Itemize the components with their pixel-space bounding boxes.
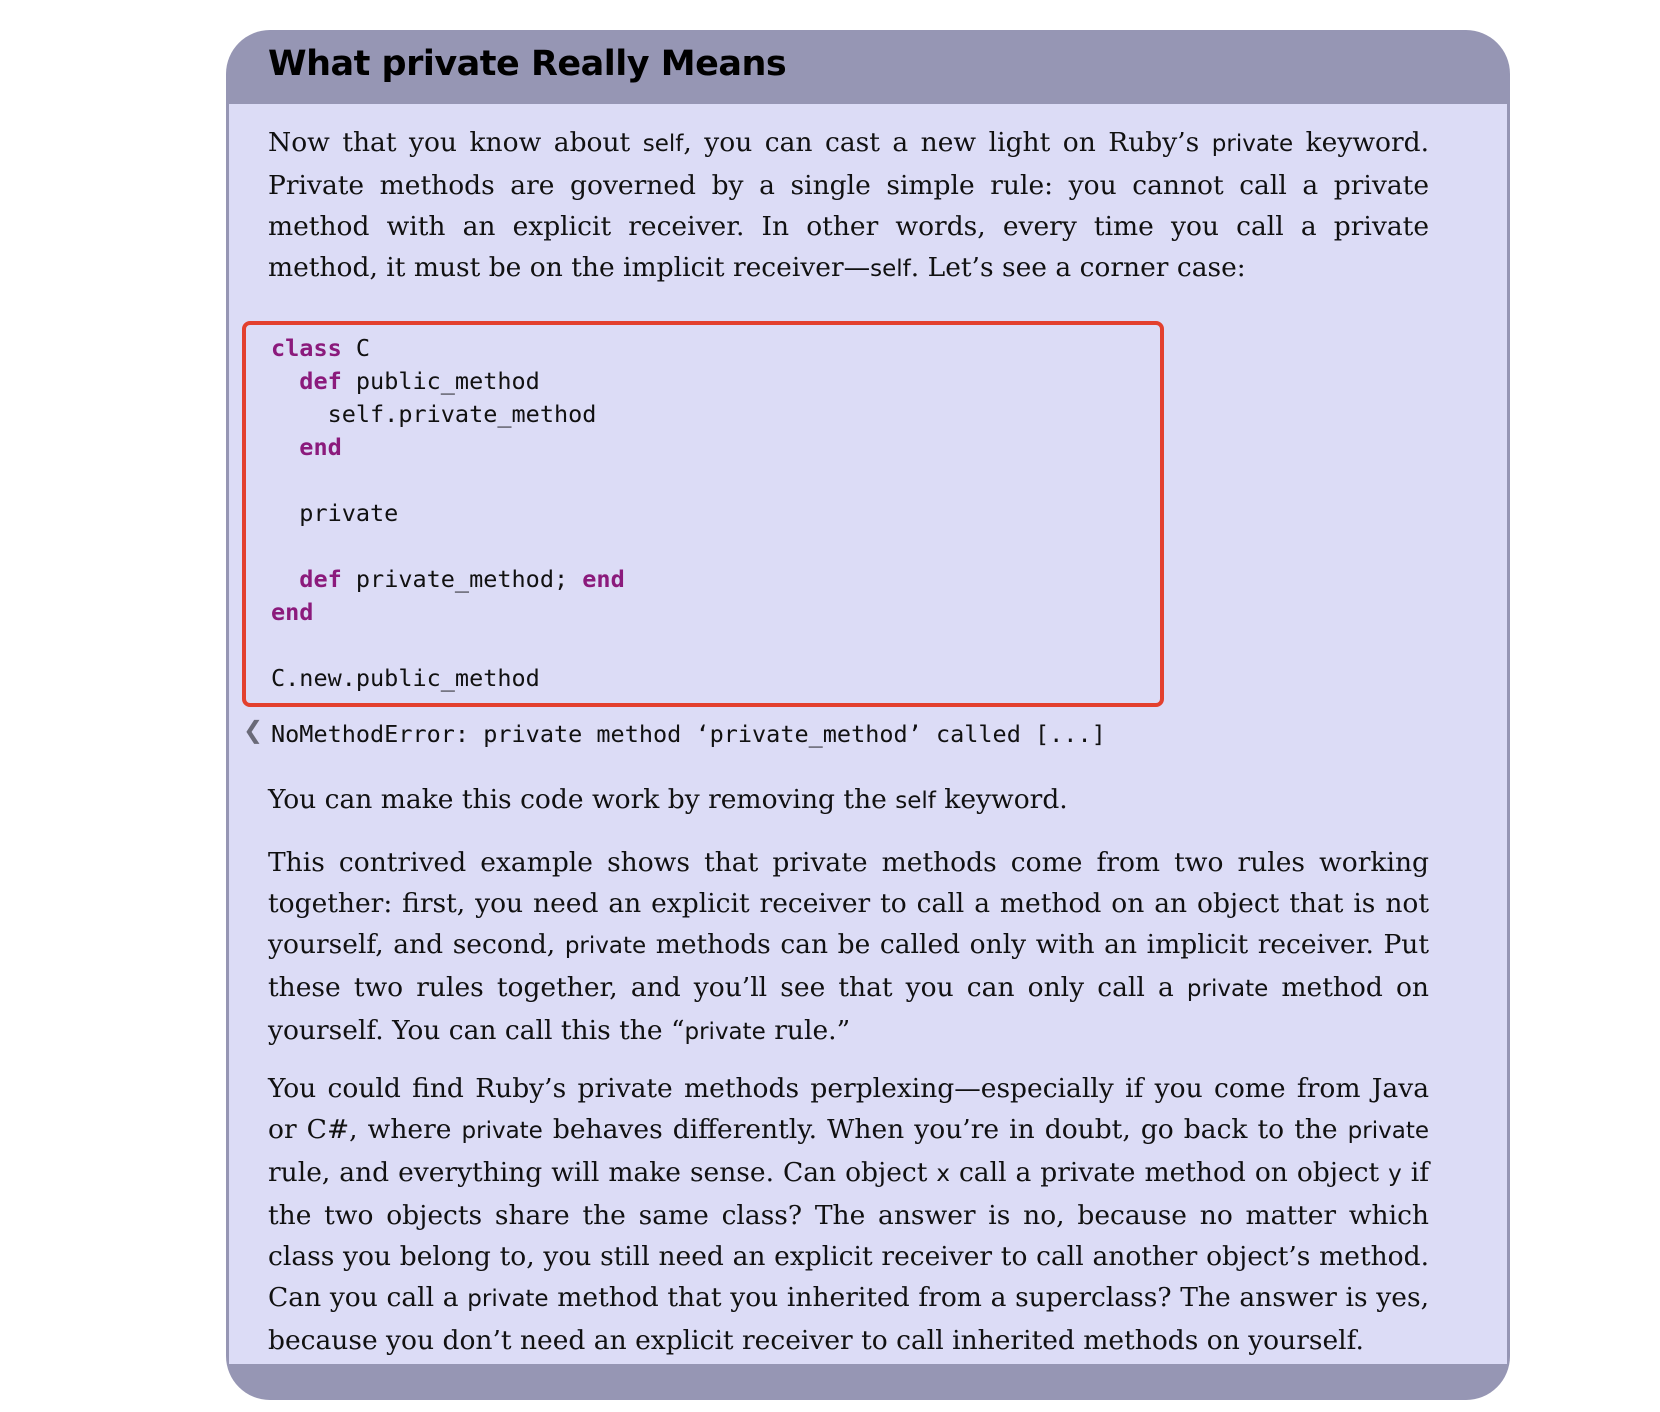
inline-keyword: private [467,1286,549,1312]
text-run: call a private method on object [949,1157,1389,1188]
inline-keyword: private [1211,131,1294,157]
paragraph-intro [268,122,1429,290]
text-run: rule, and everything will make sense. Can object [268,1157,937,1188]
paragraph-fix [268,779,1429,822]
text-run: method that you inherited from a superclass? The answer is yes, because you don’t need an explicit receiver to call inherited methods on yourself. [268,1282,1429,1356]
sidebar-box [226,30,1510,1400]
code-keyword: end [299,433,342,461]
inline-keyword: private [1347,1118,1429,1144]
inline-keyword: self [642,131,684,157]
inline-keyword: private [684,1019,766,1045]
code-line [271,598,313,626]
output-marker-icon: ❮ [243,716,264,744]
code-line: self.private_method [327,400,597,428]
text-run: methods can be called only with an implicit receiver. Put these two rules together, and you’ll see that you can only call a [268,929,1429,1003]
code-keyword: def [299,565,342,593]
code-line: private [299,499,399,527]
text-run: You can make this code work by removing the [268,784,896,815]
code-keyword: def [299,367,342,395]
inline-keyword: private [1186,976,1269,1002]
inline-keyword: self [895,788,936,814]
sidebar-body [229,104,1507,1364]
inline-keyword: x [936,1161,950,1187]
code-block [271,332,625,695]
code-keyword: end [271,598,314,626]
paragraph-explanation [268,1068,1429,1361]
text-run: if the two objects share the same class? The answer is no, because no matter which class you belong to, you still need an explicit receiver to call another object’s method. Can you call a [268,1157,1429,1313]
text-run: keyword. [935,784,1068,815]
text-run: method on yourself. You can call this the “ [268,972,1429,1046]
inline-keyword: y [1388,1161,1402,1187]
inline-keyword: private [461,1118,543,1144]
paragraph-rules [268,842,1429,1053]
text-run: , you can cast a new light on Ruby’s [683,127,1212,158]
sidebar-title: What private Really Means [268,44,787,84]
code-line [271,433,342,461]
code-keyword: end [582,565,625,593]
text-run: . Let’s see a corner case: [910,252,1246,283]
code-line: def private_method; end [299,565,625,593]
text-run: This contrived example shows that private methods come from two rules working together: first, you need an explicit receiver to call a method on an object that is not yourself, and second, [268,847,1429,960]
text-run: behaves differently. When you’re in doubt, go back to the [542,1114,1348,1145]
code-line: class C [271,334,371,362]
text-run: rule.” [765,1015,851,1046]
code-line: def public_method [299,367,540,395]
text-run: You could find Ruby’s private methods perplexing—especially if you come from Java or C#, where [268,1073,1429,1145]
text-run: Now that you know about [268,127,643,158]
code-output: NoMethodError: private method ‘private_method’ called [...] [271,720,1106,748]
inline-keyword: private [564,933,647,959]
code-line: C.new.public_method [271,664,540,692]
code-keyword: class [271,334,342,362]
text-run: keyword. Private methods are governed by a single simple rule: you cannot call a private method with an explicit receiver. In other words, every time you call a private method, it must be on the implicit receiver— [268,127,1430,283]
inline-keyword: self [870,256,911,282]
